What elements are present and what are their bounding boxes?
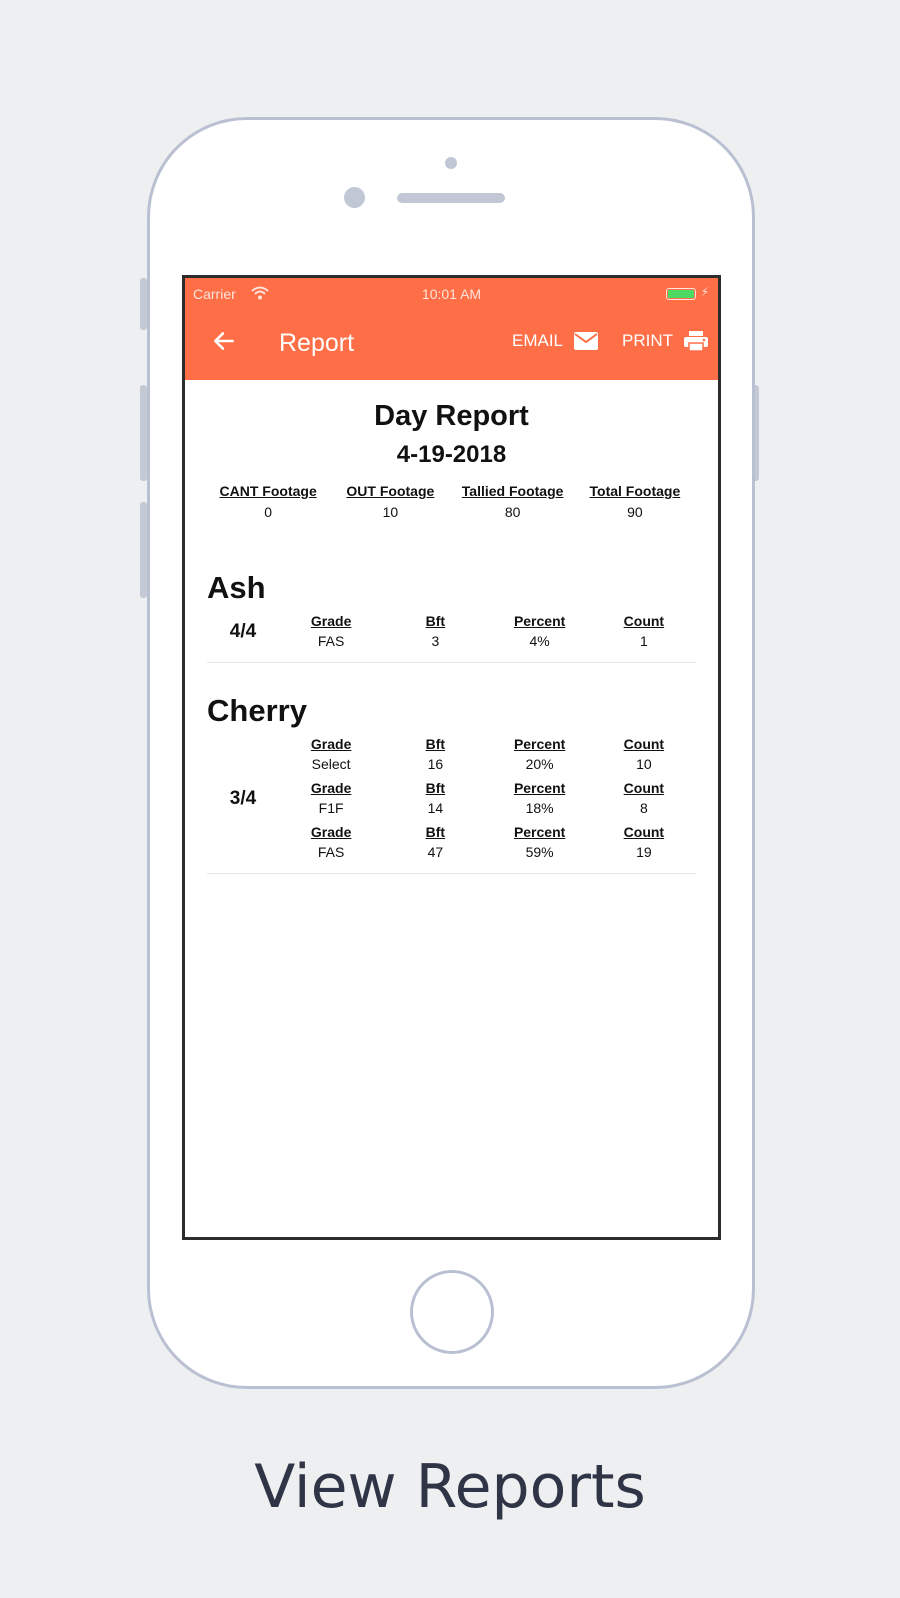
battery-icon [666,288,696,300]
grade-row [279,821,696,865]
app-header [185,278,718,380]
phone-screen [182,275,721,1240]
count-header: Count [623,824,665,840]
email-button[interactable] [512,330,599,352]
count-header: Count [623,736,665,752]
thickness-label: 3/4 [229,788,257,809]
percent-value: 4% [529,633,550,649]
front-camera [344,187,365,208]
print-button[interactable] [622,330,709,352]
summary-column [207,483,329,524]
grade-row [279,610,696,654]
earpiece-speaker [397,193,505,203]
summary-column [574,483,696,524]
summary-label: OUT Footage [346,483,435,499]
caption-text: View Reports [254,1452,646,1522]
summary-label: Tallied Footage [461,483,564,499]
report-content [185,400,718,874]
carrier-label: Carrier [193,286,236,302]
email-label: EMAIL [512,331,564,350]
grade-header: Grade [310,780,352,796]
page-title: Report [279,329,355,357]
percent-header: Percent [513,824,566,840]
percent-header: Percent [513,780,566,796]
grade-value: F1F [318,800,344,816]
bft-value: 3 [431,633,440,649]
summary-value: 10 [382,504,399,520]
bft-value: 14 [427,800,444,816]
percent-header: Percent [513,736,566,752]
grade-rows [279,733,696,865]
mail-icon [573,330,599,352]
thickness-block [207,733,696,874]
grade-value: FAS [317,633,345,649]
mute-switch [140,278,147,330]
report-date: 4-19-2018 [396,441,507,468]
bft-value: 16 [427,756,444,772]
summary-value: 80 [504,504,521,520]
percent-header: Percent [513,613,566,629]
count-value: 1 [639,633,648,649]
volume-up-button [140,385,147,481]
bft-header: Bft [425,613,446,629]
percent-value: 20% [525,756,554,772]
summary-value: 0 [264,504,273,520]
front-sensor [445,157,457,169]
species-name: Ash [207,570,266,605]
count-value: 19 [636,844,652,860]
count-value: 10 [636,756,652,772]
footage-summary [207,483,696,524]
grade-value: FAS [317,844,345,860]
bft-header: Bft [425,824,446,840]
grade-row [279,733,696,777]
print-label: PRINT [622,331,673,350]
thickness-block [207,610,696,663]
species-name: Cherry [207,693,307,728]
home-button[interactable] [410,1270,494,1354]
report-title: Day Report [374,400,529,432]
bft-header: Bft [425,736,446,752]
percent-value: 59% [525,844,554,860]
grade-value: Select [311,756,351,772]
count-header: Count [623,613,665,629]
percent-value: 18% [525,800,554,816]
thickness-label: 4/4 [229,621,257,642]
count-value: 8 [639,800,648,816]
status-bar [185,278,718,308]
summary-label: CANT Footage [219,483,317,499]
bft-header: Bft [425,780,446,796]
summary-value: 90 [627,504,643,520]
summary-column [329,483,451,524]
summary-label: Total Footage [589,483,681,499]
grade-row [279,777,696,821]
volume-down-button [140,502,147,598]
charging-bolt-icon: ⚡ [700,285,709,299]
back-arrow-icon[interactable] [211,328,237,354]
grade-header: Grade [310,613,352,629]
count-header: Count [623,780,665,796]
grade-rows [279,610,696,654]
grade-header: Grade [310,736,352,752]
printer-icon [683,330,709,352]
summary-column [452,483,574,524]
grade-header: Grade [310,824,352,840]
status-time: 10:01 AM [421,286,482,302]
bft-value: 47 [427,844,444,860]
